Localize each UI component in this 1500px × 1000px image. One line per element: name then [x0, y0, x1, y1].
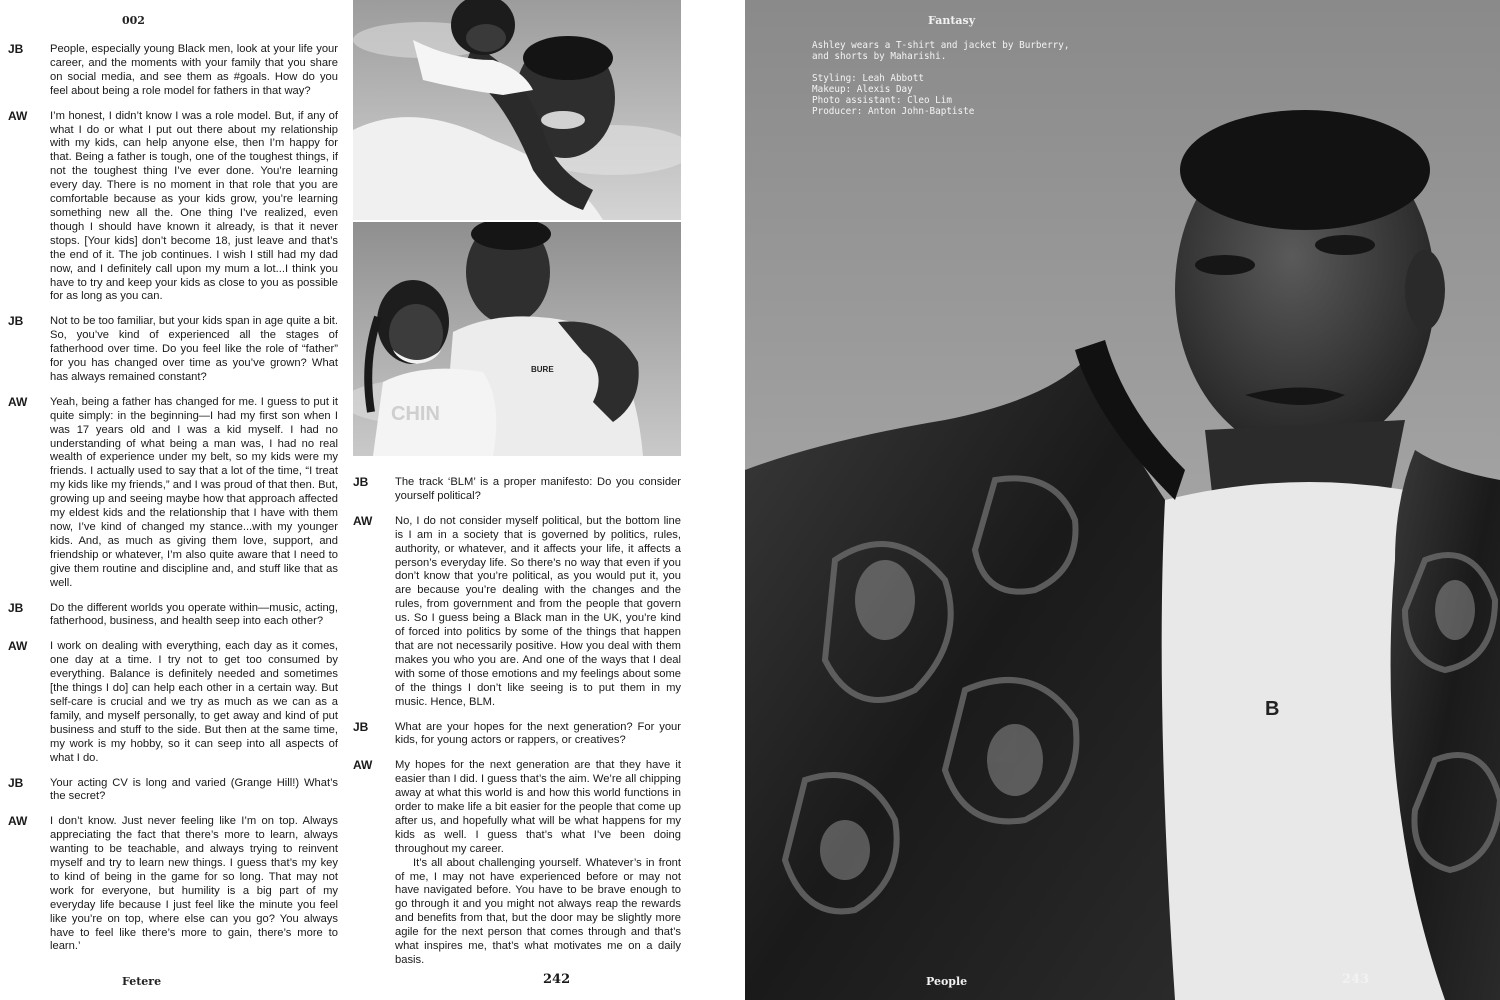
- speaker-initials: JB: [353, 475, 369, 489]
- interview-text-paragraph: It’s all about challenging yourself. Whatever’s in front of me, I may not have experienced before or may not have navigated before. You have to be brave enough to go through it and you might not always reap the rewards and benefits from that, but the door may be slightly more agile for the next person that comes through and that’s what inspires me, that’s what motivates me on a daily basis.: [395, 856, 681, 966]
- folio-top-right: Fantasy: [928, 14, 976, 27]
- speaker-initials: AW: [8, 639, 28, 654]
- right-page: [745, 0, 1500, 1000]
- photo-credits: [812, 40, 1069, 117]
- interview-column-1: [8, 43, 338, 965]
- interview-exchange: [8, 43, 338, 99]
- speaker-initials: JB: [8, 42, 24, 56]
- footer-section-left: Fetere: [122, 975, 162, 988]
- interview-text: Not to be too familiar, but your kids span in age quite a bit. So, you’ve kind of experienced all the stages of fatherhood over time. Do you feel like the role of “father” for you has changed over time as you’ve grown? What has always remained constant?: [50, 315, 338, 383]
- interview-column-2: [353, 476, 681, 979]
- credit-line: Photo assistant: Cleo Lim: [812, 95, 952, 106]
- credit-line: and shorts by Maharishi.: [812, 51, 947, 62]
- interview-text: My hopes for the next generation are that they have it easier than I did. I guess that’s the aim. We’re all chipping away at what this world is and how this world functions in order to make life a bit easier for the people that come up after us, and hopefully what will be what happens for my kids as well. I guess that’s what I’ve been doing throughout my career.: [395, 759, 681, 855]
- interview-exchange: [353, 476, 681, 504]
- interview-exchange: [353, 515, 681, 710]
- girl-shirt-print-text: CHIN: [391, 403, 440, 425]
- speaker-initials: AW: [8, 814, 28, 829]
- interview-exchange: [8, 396, 338, 591]
- speaker-initials: AW: [353, 758, 373, 773]
- credit-line: Makeup: Alexis Day: [812, 84, 913, 95]
- interview-exchange: [353, 721, 681, 749]
- credit-line: Styling: Leah Abbott: [812, 73, 924, 84]
- interview-exchange: [353, 759, 681, 968]
- interview-text: No, I do not consider myself political, but the bottom line is I am in a society that is governed by politics, rules, authority, or whatever, and it affects your life, it affects a person’s everyday life. So there’s no way that even if you don’t know that you’re political, as you would put it, you are because you’re dealing with the changes and the rules, from government and from the people that govern us. So I guess being a Black man in the UK, you’re kind of forced into politics by some of the things that happen that are not necessarily positive. How you deal with them makes you who you are. And one of the ways that I deal with some of those emotions and my feelings about some of the things I don’t like seeing is to put them in my music. Hence, BLM.: [395, 514, 681, 708]
- credit-line: Producer: Anton John-Baptiste: [812, 106, 975, 117]
- photo-father-daughter-hug: [353, 0, 681, 220]
- interview-text: I work on dealing with everything, each day as it comes, one day at a time. I try not to get too consumed by everything. Balance is definitely needed and sometimes [the things I do] can help each other in a certain way. But self-care is crucial and we try as much as we can as a family, and myself personally, to get away and kind of put business and stuff to the side. But then at the same time, my work is my hobby, so it can seep into all aspects of what I do.: [50, 640, 338, 764]
- speaker-initials: JB: [8, 600, 24, 615]
- interview-exchange: [8, 602, 338, 630]
- photo-father-daughter-smile: [353, 222, 681, 456]
- page-number-right: 243: [1342, 972, 1370, 987]
- interview-exchange: [8, 640, 338, 765]
- interview-exchange: [8, 777, 338, 805]
- speaker-initials: AW: [8, 394, 28, 409]
- interview-exchange: [8, 815, 338, 954]
- credit-line: Ashley wears a T-shirt and jacket by Burberry,: [812, 40, 1070, 51]
- speaker-initials: AW: [8, 108, 28, 123]
- tshirt-print-text: B: [1265, 698, 1280, 720]
- interview-text: Yeah, being a father has changed for me. I guess to put it quite simply: in the beginning—I had my first son when I was 17 years old and I was a kid myself. I had no understanding of what being a man was, I had no real wealth of experience under my belt, so my kids were my friends. I actually used to say that a lot of the time, “I treat my kids like my friends,” and I was proud of that then. But, growing up and seeing maybe how that approach affected my eldest kids and the relationship that I have with them now, I’ve kind of changed my stance...with my younger kids. And, as much as giving them love, support, and friendship or whatever, I’m also quite aware that I need to give them routine and discipline and, and stuff like that as well.: [50, 395, 338, 589]
- page-number-left: 242: [543, 972, 571, 987]
- interview-text: What are your hopes for the next generation? For your kids, for young actors or rappers, or creatives?: [395, 720, 681, 747]
- credit-line: [812, 62, 1069, 73]
- left-page: [0, 0, 745, 1000]
- folio-top-left: 002: [122, 14, 145, 27]
- interview-text: The track ‘BLM’ is a proper manifesto: Do you consider yourself political?: [395, 476, 681, 502]
- interview-text: I’m honest, I didn’t know I was a role model. But, if any of what I do or what I put out there about my relationship with my kids, can help anyone else, then I’m happy for that. Being a father is tough, one of the toughest things, if not the toughest thing I’ve ever done. You’re learning every day. There is no moment in that role that you are comfortable because as your kids grow, you’re learning something new all the. One thing I’ve realized, even though I should have known it already, is that it never stops. [Your kids] don’t become 18, just leave and that’s the end of it. The job continues. I wish I still had my dad now, and I definitely call upon my mum a lot...I think you have to try and keep your kids as close to you as possible for as long as you can.: [50, 109, 338, 303]
- speaker-initials: AW: [353, 513, 373, 528]
- interview-text: People, especially young Black men, look at your life your career, and the moments with your family that you share on social media, and see them as #goals. How do you feel about being a role model for fathers in that way?: [50, 43, 338, 97]
- portrait-photo: [745, 0, 1500, 1000]
- shirt-print-text: BURE: [531, 365, 554, 374]
- speaker-initials: JB: [8, 314, 24, 329]
- speaker-initials: JB: [8, 775, 24, 790]
- interview-exchange: [8, 110, 338, 305]
- footer-section-right: People: [926, 975, 968, 988]
- interview-text: Your acting CV is long and varied (Grange Hill!) What’s the secret?: [50, 776, 338, 803]
- interview-exchange: [8, 315, 338, 385]
- interview-text: I don’t know. Just never feeling like I’m on top. Always appreciating the fact that there’s more to learn, always wanting to be teachable, and always trying to reinvent myself and try to learn new things. I guess that’s my key to kind of being in the game for so long. That may not work for everyone, but humility is a big part of my everyday life because I just feel like the minute you feel like you’re on top, where else can you go? You always have to feel like there’s more to gain, there’s more to learn.’: [50, 815, 338, 953]
- interview-text: Do the different worlds you operate within—music, acting, fatherhood, business, and health seep into each other?: [50, 601, 338, 628]
- speaker-initials: JB: [353, 719, 369, 734]
